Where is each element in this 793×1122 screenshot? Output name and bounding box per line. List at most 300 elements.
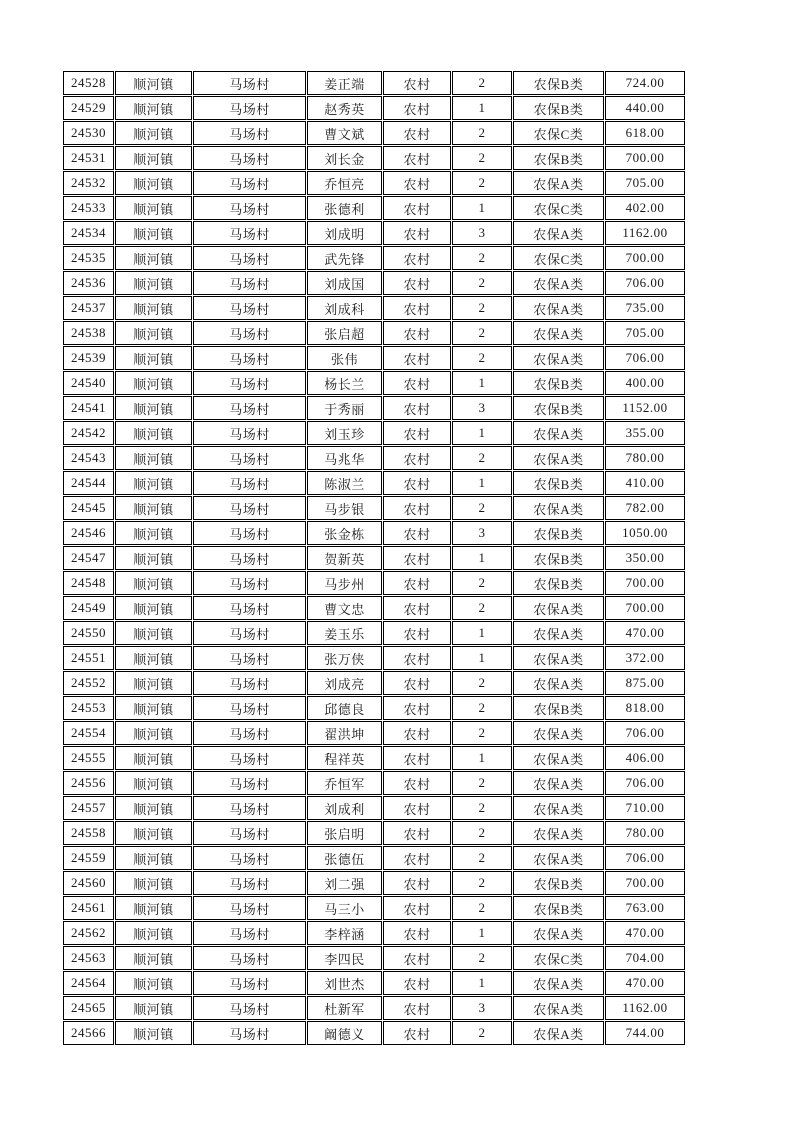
- cell-insurance_class: 农保B类: [513, 96, 604, 120]
- cell-household_type: 农村: [383, 871, 451, 895]
- cell-insurance_class: 农保B类: [513, 571, 604, 595]
- cell-record_no: 24562: [63, 921, 114, 945]
- cell-person_count: 2: [452, 346, 512, 370]
- table-row: [63, 921, 685, 945]
- cell-village: 马场村: [193, 671, 306, 695]
- cell-name: 赵秀英: [307, 96, 382, 120]
- cell-household_type: 农村: [383, 96, 451, 120]
- cell-person_count: 2: [452, 296, 512, 320]
- cell-amount: 705.00: [605, 321, 685, 345]
- cell-household_type: 农村: [383, 396, 451, 420]
- cell-amount: 1162.00: [605, 221, 685, 245]
- cell-insurance_class: 农保B类: [513, 146, 604, 170]
- cell-household_type: 农村: [383, 821, 451, 845]
- cell-record_no: 24545: [63, 496, 114, 520]
- cell-person_count: 2: [452, 146, 512, 170]
- cell-record_no: 24552: [63, 671, 114, 695]
- cell-village: 马场村: [193, 371, 306, 395]
- cell-person_count: 3: [452, 996, 512, 1020]
- cell-village: 马场村: [193, 971, 306, 995]
- cell-amount: 700.00: [605, 246, 685, 270]
- cell-town: 顺河镇: [115, 621, 192, 645]
- cell-household_type: 农村: [383, 846, 451, 870]
- cell-village: 马场村: [193, 321, 306, 345]
- cell-amount: 704.00: [605, 946, 685, 970]
- cell-name: 李四民: [307, 946, 382, 970]
- cell-amount: 744.00: [605, 1021, 685, 1045]
- cell-town: 顺河镇: [115, 196, 192, 220]
- cell-household_type: 农村: [383, 896, 451, 920]
- cell-town: 顺河镇: [115, 496, 192, 520]
- cell-name: 乔恒军: [307, 771, 382, 795]
- table-row: [63, 896, 685, 920]
- cell-record_no: 24529: [63, 96, 114, 120]
- cell-name: 刘成国: [307, 271, 382, 295]
- cell-name: 曹文斌: [307, 121, 382, 145]
- cell-village: 马场村: [193, 196, 306, 220]
- table-row: [63, 496, 685, 520]
- cell-person_count: 2: [452, 171, 512, 195]
- cell-village: 马场村: [193, 271, 306, 295]
- cell-record_no: 24535: [63, 246, 114, 270]
- cell-record_no: 24542: [63, 421, 114, 445]
- cell-town: 顺河镇: [115, 796, 192, 820]
- cell-name: 张德利: [307, 196, 382, 220]
- cell-person_count: 1: [452, 971, 512, 995]
- cell-name: 程祥英: [307, 746, 382, 770]
- cell-amount: 706.00: [605, 271, 685, 295]
- cell-village: 马场村: [193, 896, 306, 920]
- table-row: [63, 471, 685, 495]
- cell-name: 李梓涵: [307, 921, 382, 945]
- cell-name: 马步银: [307, 496, 382, 520]
- cell-household_type: 农村: [383, 646, 451, 670]
- cell-village: 马场村: [193, 721, 306, 745]
- cell-insurance_class: 农保A类: [513, 1021, 604, 1045]
- cell-town: 顺河镇: [115, 571, 192, 595]
- table-row: [63, 621, 685, 645]
- cell-town: 顺河镇: [115, 521, 192, 545]
- table-row: [63, 696, 685, 720]
- cell-village: 马场村: [193, 521, 306, 545]
- cell-village: 马场村: [193, 871, 306, 895]
- table-row: [63, 221, 685, 245]
- cell-town: 顺河镇: [115, 121, 192, 145]
- cell-village: 马场村: [193, 921, 306, 945]
- cell-insurance_class: 农保A类: [513, 621, 604, 645]
- cell-town: 顺河镇: [115, 746, 192, 770]
- cell-insurance_class: 农保B类: [513, 471, 604, 495]
- cell-town: 顺河镇: [115, 396, 192, 420]
- cell-town: 顺河镇: [115, 946, 192, 970]
- table-row: [63, 71, 685, 95]
- cell-name: 曹文忠: [307, 596, 382, 620]
- cell-amount: 780.00: [605, 446, 685, 470]
- cell-household_type: 农村: [383, 246, 451, 270]
- cell-village: 马场村: [193, 621, 306, 645]
- cell-amount: 700.00: [605, 596, 685, 620]
- cell-amount: 372.00: [605, 646, 685, 670]
- cell-record_no: 24564: [63, 971, 114, 995]
- cell-name: 马兆华: [307, 446, 382, 470]
- cell-insurance_class: 农保C类: [513, 121, 604, 145]
- cell-record_no: 24532: [63, 171, 114, 195]
- cell-household_type: 农村: [383, 346, 451, 370]
- cell-record_no: 24565: [63, 996, 114, 1020]
- table-row: [63, 971, 685, 995]
- cell-person_count: 2: [452, 596, 512, 620]
- cell-name: 杜新军: [307, 996, 382, 1020]
- cell-insurance_class: 农保A类: [513, 671, 604, 695]
- cell-person_count: 2: [452, 496, 512, 520]
- cell-amount: 410.00: [605, 471, 685, 495]
- table-row: [63, 596, 685, 620]
- cell-name: 刘长金: [307, 146, 382, 170]
- cell-amount: 1050.00: [605, 521, 685, 545]
- cell-village: 马场村: [193, 1021, 306, 1045]
- cell-person_count: 1: [452, 546, 512, 570]
- cell-record_no: 24534: [63, 221, 114, 245]
- cell-record_no: 24538: [63, 321, 114, 345]
- table-row: [63, 371, 685, 395]
- cell-name: 刘二强: [307, 871, 382, 895]
- cell-record_no: 24561: [63, 896, 114, 920]
- table-row: [63, 671, 685, 695]
- cell-person_count: 2: [452, 246, 512, 270]
- cell-household_type: 农村: [383, 571, 451, 595]
- cell-insurance_class: 农保B类: [513, 896, 604, 920]
- cell-name: 刘成科: [307, 296, 382, 320]
- cell-insurance_class: 农保A类: [513, 996, 604, 1020]
- cell-village: 马场村: [193, 646, 306, 670]
- cell-village: 马场村: [193, 446, 306, 470]
- cell-household_type: 农村: [383, 521, 451, 545]
- table-row: [63, 796, 685, 820]
- cell-person_count: 2: [452, 696, 512, 720]
- cell-record_no: 24531: [63, 146, 114, 170]
- cell-village: 马场村: [193, 121, 306, 145]
- table-row: [63, 1021, 685, 1045]
- cell-insurance_class: 农保C类: [513, 196, 604, 220]
- cell-amount: 618.00: [605, 121, 685, 145]
- cell-amount: 735.00: [605, 296, 685, 320]
- table-row: [63, 121, 685, 145]
- cell-village: 马场村: [193, 471, 306, 495]
- cell-person_count: 1: [452, 421, 512, 445]
- cell-record_no: 24536: [63, 271, 114, 295]
- cell-insurance_class: 农保B类: [513, 696, 604, 720]
- cell-village: 马场村: [193, 821, 306, 845]
- cell-insurance_class: 农保A类: [513, 746, 604, 770]
- cell-insurance_class: 农保A类: [513, 971, 604, 995]
- cell-person_count: 3: [452, 221, 512, 245]
- cell-record_no: 24555: [63, 746, 114, 770]
- cell-village: 马场村: [193, 296, 306, 320]
- cell-amount: 763.00: [605, 896, 685, 920]
- cell-village: 马场村: [193, 171, 306, 195]
- cell-insurance_class: 农保A类: [513, 771, 604, 795]
- cell-household_type: 农村: [383, 146, 451, 170]
- cell-person_count: 2: [452, 721, 512, 745]
- cell-village: 马场村: [193, 146, 306, 170]
- cell-town: 顺河镇: [115, 71, 192, 95]
- cell-town: 顺河镇: [115, 321, 192, 345]
- table-row: [63, 771, 685, 795]
- cell-record_no: 24547: [63, 546, 114, 570]
- cell-town: 顺河镇: [115, 1021, 192, 1045]
- cell-town: 顺河镇: [115, 896, 192, 920]
- cell-amount: 782.00: [605, 496, 685, 520]
- cell-record_no: 24560: [63, 871, 114, 895]
- cell-household_type: 农村: [383, 196, 451, 220]
- cell-person_count: 2: [452, 1021, 512, 1045]
- cell-record_no: 24554: [63, 721, 114, 745]
- table-row: [63, 746, 685, 770]
- cell-record_no: 24548: [63, 571, 114, 595]
- cell-amount: 402.00: [605, 196, 685, 220]
- cell-insurance_class: 农保A类: [513, 496, 604, 520]
- cell-household_type: 农村: [383, 771, 451, 795]
- cell-insurance_class: 农保B类: [513, 546, 604, 570]
- cell-name: 姜正端: [307, 71, 382, 95]
- cell-insurance_class: 农保A类: [513, 846, 604, 870]
- cell-person_count: 2: [452, 896, 512, 920]
- table-body: [63, 71, 685, 1045]
- cell-insurance_class: 农保A类: [513, 421, 604, 445]
- cell-record_no: 24544: [63, 471, 114, 495]
- cell-household_type: 农村: [383, 421, 451, 445]
- cell-name: 于秀丽: [307, 396, 382, 420]
- cell-name: 乔恒亮: [307, 171, 382, 195]
- cell-household_type: 农村: [383, 971, 451, 995]
- table-row: [63, 246, 685, 270]
- cell-insurance_class: 农保A类: [513, 221, 604, 245]
- cell-town: 顺河镇: [115, 146, 192, 170]
- cell-town: 顺河镇: [115, 346, 192, 370]
- table-row: [63, 146, 685, 170]
- cell-town: 顺河镇: [115, 421, 192, 445]
- cell-town: 顺河镇: [115, 371, 192, 395]
- cell-household_type: 农村: [383, 321, 451, 345]
- cell-household_type: 农村: [383, 621, 451, 645]
- table-row: [63, 646, 685, 670]
- cell-person_count: 2: [452, 946, 512, 970]
- cell-insurance_class: 农保B类: [513, 521, 604, 545]
- cell-town: 顺河镇: [115, 671, 192, 695]
- cell-name: 阚德义: [307, 1021, 382, 1045]
- cell-village: 马场村: [193, 221, 306, 245]
- cell-amount: 406.00: [605, 746, 685, 770]
- cell-insurance_class: 农保A类: [513, 821, 604, 845]
- cell-household_type: 农村: [383, 996, 451, 1020]
- cell-person_count: 3: [452, 396, 512, 420]
- cell-village: 马场村: [193, 571, 306, 595]
- cell-amount: 710.00: [605, 796, 685, 820]
- cell-person_count: 2: [452, 671, 512, 695]
- cell-amount: 1162.00: [605, 996, 685, 1020]
- cell-insurance_class: 农保B类: [513, 371, 604, 395]
- cell-village: 马场村: [193, 396, 306, 420]
- cell-village: 马场村: [193, 996, 306, 1020]
- cell-town: 顺河镇: [115, 721, 192, 745]
- cell-record_no: 24556: [63, 771, 114, 795]
- cell-amount: 875.00: [605, 671, 685, 695]
- cell-person_count: 2: [452, 446, 512, 470]
- cell-village: 马场村: [193, 71, 306, 95]
- cell-town: 顺河镇: [115, 846, 192, 870]
- cell-name: 张伟: [307, 346, 382, 370]
- cell-amount: 350.00: [605, 546, 685, 570]
- cell-person_count: 2: [452, 846, 512, 870]
- cell-record_no: 24543: [63, 446, 114, 470]
- cell-household_type: 农村: [383, 221, 451, 245]
- cell-person_count: 2: [452, 71, 512, 95]
- cell-insurance_class: 农保A类: [513, 596, 604, 620]
- cell-household_type: 农村: [383, 946, 451, 970]
- cell-person_count: 1: [452, 96, 512, 120]
- cell-amount: 818.00: [605, 696, 685, 720]
- cell-person_count: 2: [452, 821, 512, 845]
- cell-town: 顺河镇: [115, 471, 192, 495]
- cell-village: 马场村: [193, 746, 306, 770]
- cell-person_count: 2: [452, 321, 512, 345]
- cell-amount: 700.00: [605, 871, 685, 895]
- cell-household_type: 农村: [383, 296, 451, 320]
- cell-amount: 470.00: [605, 621, 685, 645]
- cell-town: 顺河镇: [115, 171, 192, 195]
- cell-person_count: 2: [452, 121, 512, 145]
- table-row: [63, 171, 685, 195]
- table-row: [63, 321, 685, 345]
- cell-name: 张万侠: [307, 646, 382, 670]
- cell-household_type: 农村: [383, 721, 451, 745]
- cell-insurance_class: 农保A类: [513, 346, 604, 370]
- cell-insurance_class: 农保B类: [513, 396, 604, 420]
- cell-town: 顺河镇: [115, 771, 192, 795]
- cell-record_no: 24530: [63, 121, 114, 145]
- cell-village: 马场村: [193, 546, 306, 570]
- cell-person_count: 3: [452, 521, 512, 545]
- cell-record_no: 24553: [63, 696, 114, 720]
- cell-amount: 724.00: [605, 71, 685, 95]
- table-row: [63, 871, 685, 895]
- cell-record_no: 24539: [63, 346, 114, 370]
- cell-village: 马场村: [193, 246, 306, 270]
- cell-village: 马场村: [193, 96, 306, 120]
- cell-village: 马场村: [193, 771, 306, 795]
- cell-person_count: 2: [452, 871, 512, 895]
- cell-household_type: 农村: [383, 496, 451, 520]
- cell-insurance_class: 农保B类: [513, 871, 604, 895]
- cell-town: 顺河镇: [115, 446, 192, 470]
- table-row: [63, 296, 685, 320]
- cell-name: 贺新英: [307, 546, 382, 570]
- cell-name: 刘世杰: [307, 971, 382, 995]
- cell-name: 张启明: [307, 821, 382, 845]
- cell-insurance_class: 农保A类: [513, 296, 604, 320]
- cell-record_no: 24533: [63, 196, 114, 220]
- table-row: [63, 821, 685, 845]
- cell-insurance_class: 农保A类: [513, 321, 604, 345]
- cell-household_type: 农村: [383, 1021, 451, 1045]
- cell-town: 顺河镇: [115, 696, 192, 720]
- cell-insurance_class: 农保A类: [513, 921, 604, 945]
- table-row: [63, 421, 685, 445]
- cell-person_count: 1: [452, 196, 512, 220]
- cell-household_type: 农村: [383, 121, 451, 145]
- table-row: [63, 546, 685, 570]
- cell-town: 顺河镇: [115, 921, 192, 945]
- cell-name: 邱德良: [307, 696, 382, 720]
- cell-household_type: 农村: [383, 746, 451, 770]
- cell-household_type: 农村: [383, 271, 451, 295]
- cell-amount: 470.00: [605, 921, 685, 945]
- cell-record_no: 24528: [63, 71, 114, 95]
- cell-village: 马场村: [193, 796, 306, 820]
- cell-name: 刘成利: [307, 796, 382, 820]
- cell-person_count: 2: [452, 271, 512, 295]
- table-row: [63, 946, 685, 970]
- cell-record_no: 24559: [63, 846, 114, 870]
- cell-town: 顺河镇: [115, 296, 192, 320]
- cell-name: 陈淑兰: [307, 471, 382, 495]
- cell-insurance_class: 农保A类: [513, 646, 604, 670]
- cell-person_count: 1: [452, 921, 512, 945]
- cell-name: 马三小: [307, 896, 382, 920]
- cell-village: 马场村: [193, 696, 306, 720]
- cell-person_count: 1: [452, 471, 512, 495]
- cell-town: 顺河镇: [115, 271, 192, 295]
- cell-household_type: 农村: [383, 546, 451, 570]
- cell-household_type: 农村: [383, 696, 451, 720]
- cell-amount: 355.00: [605, 421, 685, 445]
- cell-person_count: 1: [452, 621, 512, 645]
- cell-town: 顺河镇: [115, 971, 192, 995]
- cell-amount: 440.00: [605, 96, 685, 120]
- cell-name: 武先锋: [307, 246, 382, 270]
- cell-person_count: 2: [452, 571, 512, 595]
- table-row: [63, 446, 685, 470]
- cell-name: 刘成亮: [307, 671, 382, 695]
- cell-household_type: 农村: [383, 71, 451, 95]
- cell-insurance_class: 农保C类: [513, 946, 604, 970]
- table-row: [63, 571, 685, 595]
- cell-insurance_class: 农保A类: [513, 796, 604, 820]
- cell-insurance_class: 农保A类: [513, 721, 604, 745]
- cell-amount: 706.00: [605, 771, 685, 795]
- cell-record_no: 24566: [63, 1021, 114, 1045]
- cell-insurance_class: 农保A类: [513, 171, 604, 195]
- table-row: [63, 346, 685, 370]
- cell-town: 顺河镇: [115, 646, 192, 670]
- cell-town: 顺河镇: [115, 596, 192, 620]
- cell-insurance_class: 农保A类: [513, 271, 604, 295]
- cell-person_count: 2: [452, 796, 512, 820]
- cell-amount: 706.00: [605, 346, 685, 370]
- cell-household_type: 农村: [383, 671, 451, 695]
- cell-household_type: 农村: [383, 921, 451, 945]
- cell-record_no: 24541: [63, 396, 114, 420]
- cell-household_type: 农村: [383, 371, 451, 395]
- cell-name: 刘成明: [307, 221, 382, 245]
- cell-record_no: 24563: [63, 946, 114, 970]
- cell-name: 张启超: [307, 321, 382, 345]
- beneficiary-table: [62, 70, 686, 1046]
- cell-insurance_class: 农保B类: [513, 71, 604, 95]
- cell-name: 姜玉乐: [307, 621, 382, 645]
- cell-town: 顺河镇: [115, 246, 192, 270]
- cell-name: 马步州: [307, 571, 382, 595]
